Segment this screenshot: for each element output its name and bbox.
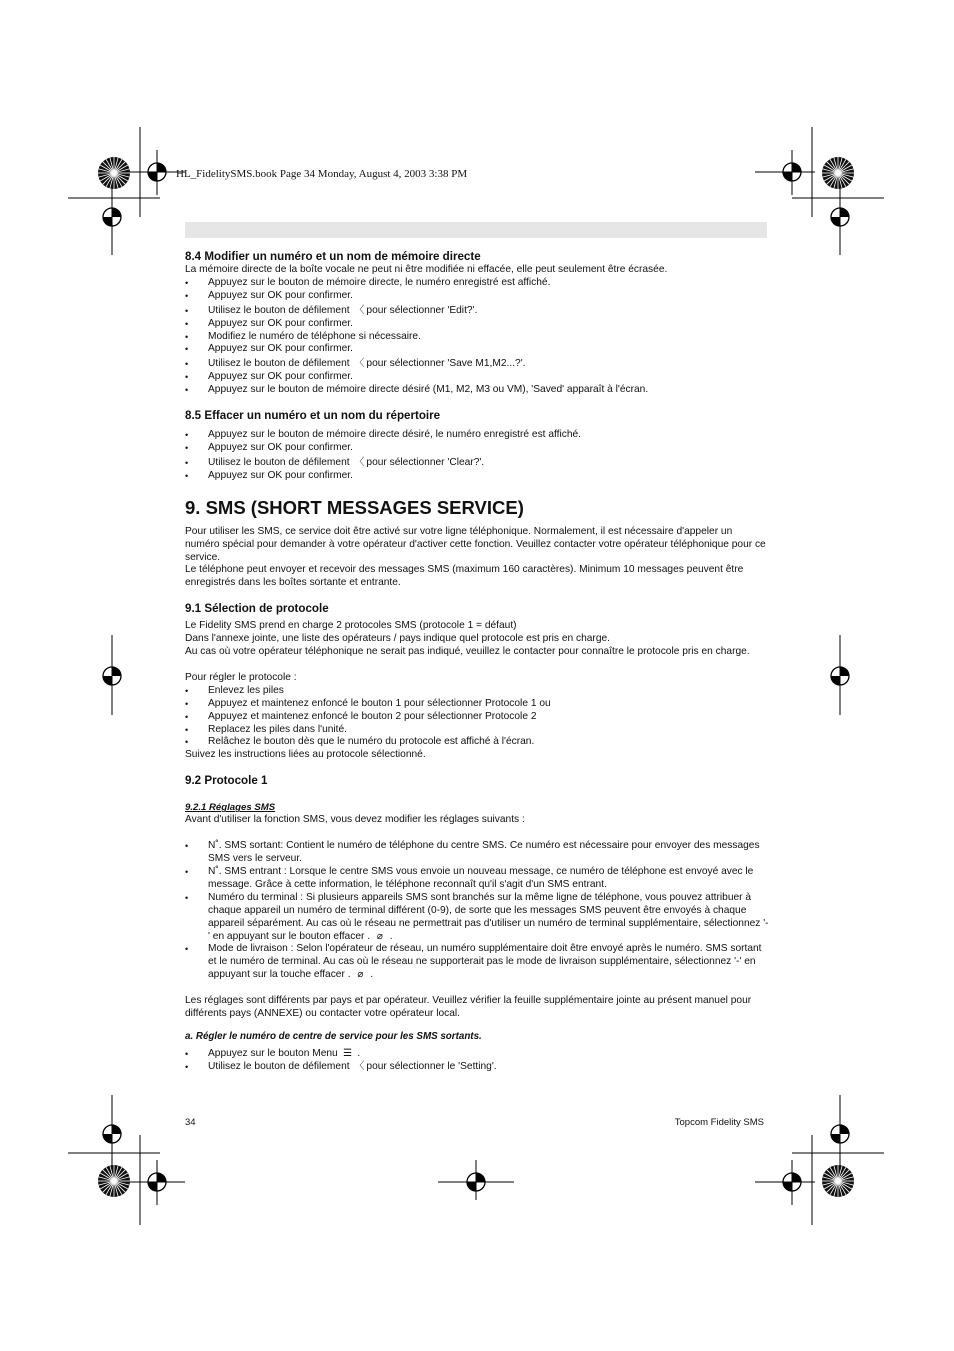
- list-item: [185, 1061, 769, 1074]
- paragraph: Pour utiliser les SMS, ce service doit être activé sur votre ligne téléphonique. Normalement, il est nécessaire d'appeler un numéro spécial pour demander à votre opérateur d'activer cette fonction. Veuillez contacter votre opérateur téléphonique pour ce service.: [185, 525, 766, 563]
- bullet-list: [185, 685, 769, 750]
- book-header-line: HL_FidelitySMS.book Page 34 Monday, August 4, 2003 3:38 PM: [176, 168, 468, 180]
- list-item: • Numéro du terminal : Si plusieurs appareils SMS sont branchés sur la même ligne de téléphone, vous pouvez attribuer à chaque appareil un numéro de terminal différent (0-9), de sorte que les messages SMS peuvent être envoyés à chaque appareil séparément. Au cas où le réseau ne permettrait pas d'utiliser un numéro de terminal supplémentaire, sélectionnez '-' en appuyant sur le bouton effacer . ⌀ .: [185, 892, 769, 944]
- footer-product: Topcom Fidelity SMS: [674, 1117, 764, 1128]
- page-number: 34: [185, 1117, 196, 1128]
- list-item: • Appuyez sur le bouton de mémoire directe désiré (M1, M2, M3 ou VM), 'Saved' apparaît à l'écran.: [185, 384, 769, 397]
- list-item: • Mode de livraison : Selon l'opérateur de réseau, un numéro supplémentaire doit être envoyé après le numéro. SMS sortant et le numéro de terminal. Au cas où le réseau ne supporterait pas le mode de livraison supplémentaire, sélectionnez '-' en appuyant sur la touche effacer . ⌀ .: [185, 943, 769, 982]
- section-title-8-4: 8.4 Modifier un numéro et un nom de mémoire directe: [185, 250, 481, 263]
- list-item: • Appuyez sur OK pour confirmer.: [185, 318, 769, 331]
- paragraph: La mémoire directe de la boîte vocale ne peut ni être modifiée ni effacée, elle peut seulement être écrasée.: [185, 264, 668, 275]
- item-text: Appuyez sur le bouton Menu: [208, 1047, 338, 1059]
- page-content: [185, 250, 769, 1074]
- item-text: Utilisez le bouton de défilement: [208, 456, 350, 468]
- paragraph: Pour régler le protocole :: [185, 671, 297, 683]
- header-bar: [185, 222, 767, 238]
- list-item: • Appuyez sur OK pour confirmer.: [185, 371, 769, 384]
- list-item: • Relâchez le bouton dès que le numéro du protocole est affiché à l'écran.: [185, 736, 769, 749]
- list-item: • Appuyez sur le bouton de mémoire directe désiré, le numéro enregistré est affiché.: [185, 429, 769, 442]
- list-item: [185, 305, 769, 318]
- list-item: • Appuyez et maintenez enfoncé le bouton 1 pour sélectionner Protocole 1 ou: [185, 698, 769, 711]
- bullet-list: [185, 840, 769, 982]
- scroll-icon: 〈: [354, 1060, 365, 1072]
- paragraph: Dans l'annexe jointe, une liste des opérateurs / pays indique quel protocole est pris en charge.: [185, 633, 610, 645]
- section-title-9-1: 9.1 Sélection de protocole: [185, 602, 329, 616]
- subsection-title-9-2-1: 9.2.1 Réglages SMS: [185, 802, 276, 814]
- menu-icon: ☰: [343, 1047, 353, 1059]
- list-item: • Enlevez les piles: [185, 685, 769, 698]
- list-item: • N˚. SMS sortant: Contient le numéro de téléphone du centre SMS. Ce numéro est nécessaire pour envoyer des messages SMS vers le serveur.: [185, 840, 769, 866]
- list-item: • N˚. SMS entrant : Lorsque le centre SMS vous envoie un nouveau message, ce numéro de téléphone est envoyé avec le message. Grâce à cette information, le téléphone reconnaît qu'il s'agit d'un SMS entrant.: [185, 866, 769, 892]
- section-title-8-5: 8.5 Effacer un numéro et un nom du répertoire: [185, 409, 441, 423]
- scroll-icon: 〈: [354, 304, 365, 316]
- list-item: • Appuyez sur OK pour confirmer.: [185, 442, 769, 455]
- item-text: Utilisez le bouton de défilement: [208, 1060, 350, 1072]
- list-item: • Appuyez sur OK pour confirmer.: [185, 343, 769, 356]
- scroll-icon: 〈: [354, 358, 365, 370]
- list-item: • Appuyez sur le bouton Menu ☰ .: [185, 1048, 769, 1061]
- item-text: Utilisez le bouton de défilement: [208, 358, 350, 370]
- scroll-icon: 〈: [354, 456, 365, 468]
- item-text: Numéro du terminal : Si plusieurs appareils SMS sont branchés sur la même ligne de téléphone, vous pouvez attribuer à chaque appareil un numéro de terminal différent (0-9), de sorte que les messages SMS peuvent être envoyés à chaque appareil séparément. Au cas où le réseau ne permettrait pas d'utiliser un numéro de terminal supplémentaire, sélectionnez '-' en appuyant sur le bouton effacer .: [208, 891, 769, 942]
- paragraph: Au cas où votre opérateur téléphonique ne serait pas indiqué, veuillez le contacter pour connaître le protocole pris en charge.: [185, 646, 750, 658]
- list-item: • Appuyez sur OK pour confirmer.: [185, 470, 769, 483]
- subsection-title-a: a. Régler le numéro de centre de service pour les SMS sortants.: [185, 1030, 482, 1042]
- item-text: Utilisez le bouton de défilement: [208, 304, 350, 316]
- item-text: pour sélectionner le 'Setting'.: [366, 1060, 497, 1072]
- paragraph: Le Fidelity SMS prend en charge 2 protocoles SMS (protocole 1 = défaut): [185, 620, 517, 632]
- erase-icon: ⌀: [357, 969, 364, 981]
- erase-icon: ⌀: [376, 930, 383, 942]
- paragraph: Suivez les instructions liées au protocole sélectionné.: [185, 749, 426, 761]
- paragraph: Le téléphone peut envoyer et recevoir des messages SMS (maximum 160 caractères). Minimum 10 messages peuvent être enregistrés dans les boîtes sortante et entrante.: [185, 564, 744, 589]
- item-text: pour sélectionner 'Save M1,M2...?'.: [366, 358, 526, 370]
- list-item: • Replacez les piles dans l'unité.: [185, 724, 769, 737]
- bullet-list: [185, 1048, 769, 1074]
- item-text: pour sélectionner 'Clear?'.: [366, 456, 485, 468]
- item-text: pour sélectionner 'Edit?'.: [366, 304, 478, 316]
- list-item: [185, 358, 769, 371]
- list-item: • Appuyez sur le bouton de mémoire directe, le numéro enregistré est affiché.: [185, 277, 769, 290]
- bullet-list: [185, 429, 769, 483]
- section-title-9-2: 9.2 Protocole 1: [185, 774, 268, 788]
- list-item: [185, 457, 769, 470]
- list-item: • Appuyez et maintenez enfoncé le bouton 2 pour sélectionner Protocole 2: [185, 711, 769, 724]
- list-item: • Appuyez sur OK pour confirmer.: [185, 290, 769, 303]
- paragraph: Les réglages sont différents par pays et par opérateur. Veuillez vérifier la feuille supplémentaire jointe au présent manuel pour différents pays (ANNEXE) ou contacter votre opérateur local.: [185, 995, 752, 1020]
- item-text: Mode de livraison : Selon l'opérateur de réseau, un numéro supplémentaire doit être envoyé après le numéro. SMS sortant et le numéro de terminal. Au cas où le réseau ne supporterait pas le mode de livraison supplémentaire, sélectionnez '-' en appuyant sur la touche effacer .: [208, 943, 762, 981]
- paragraph: Avant d'utiliser la fonction SMS, vous devez modifier les réglages suivants :: [185, 814, 525, 826]
- chapter-title: 9. SMS (SHORT MESSAGES SERVICE): [185, 496, 524, 518]
- list-item: • Modifiez le numéro de téléphone si nécessaire.: [185, 331, 769, 344]
- bullet-list: [185, 277, 769, 397]
